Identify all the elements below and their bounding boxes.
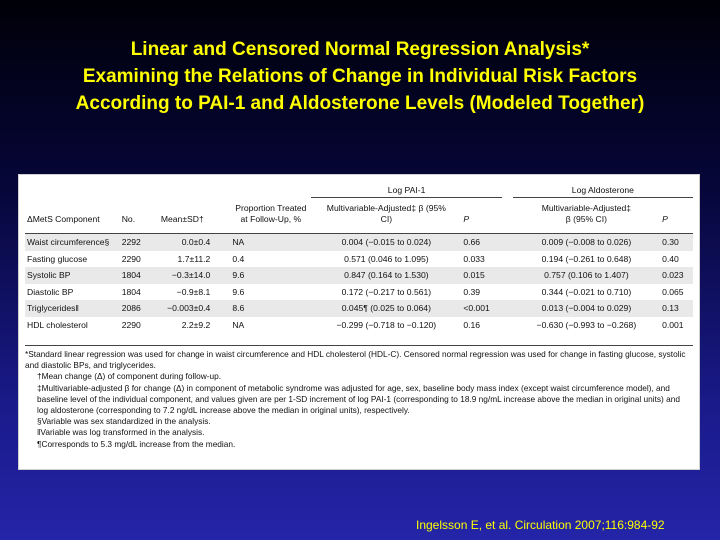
cell-pai-p: 0.16 <box>463 319 481 330</box>
cell-aldo-beta: 0.344 (−0.021 to 0.710) <box>541 286 632 297</box>
cell-aldo-beta: 0.013 (−0.004 to 0.029) <box>513 300 660 317</box>
cell-pai-beta: 0.172 (−0.217 to 0.561) <box>341 286 432 297</box>
cell-pai-beta: 0.571 (0.046 to 1.095) <box>344 253 429 264</box>
cell-mean: 1.7±11.2 <box>177 253 211 264</box>
col-header-aldo-beta: Multivariable-Adjusted‡ β (95% CI) <box>541 203 632 224</box>
table-row <box>25 234 693 251</box>
group-header-pai: Log PAI-1 <box>311 177 501 198</box>
column-header-row <box>25 198 693 234</box>
cell-aldo-p: 0.001 <box>662 319 684 330</box>
cell-proportion: NA <box>220 234 311 251</box>
citation: Ingelsson E, et al. Circulation 2007;116:984-92 <box>416 518 665 532</box>
group-header-row <box>25 177 693 198</box>
cell-no: 2290 <box>121 319 141 330</box>
cell-pai-beta: −0.299 (−0.718 to −0.120) <box>336 319 437 330</box>
table-row <box>25 300 693 317</box>
cell-component: Fasting glucose <box>27 253 88 264</box>
cell-mean: −0.3±14.0 <box>152 267 220 284</box>
footnote-sex-standardized: §Variable was sex standardized in the analysis. <box>37 416 211 427</box>
regression-table-panel <box>18 174 700 470</box>
cell-pai-p: 0.015 <box>461 267 501 284</box>
title-line-1: Linear and Censored Normal Regression Analysis* <box>130 39 590 60</box>
cell-pai-p: 0.033 <box>463 253 485 264</box>
footnote-mean-change: †Mean change (Δ) of component during follow-up. <box>37 371 222 382</box>
cell-aldo-p: 0.023 <box>660 267 693 284</box>
cell-component: Waist circumference§ <box>25 234 120 251</box>
table-row <box>25 317 693 334</box>
footnote-standard-regression: *Standard linear regression was used for change in waist circumference and HDL cholesterol (HDL-C). Censored normal regression was used for change in fasting glucose, systolic and diastolic BPs, and triglycerides. <box>25 349 686 371</box>
col-header-pai-beta: Multivariable-Adjusted‡ β (95% CI) <box>326 203 446 224</box>
col-header-no: No. <box>121 213 136 224</box>
title-line-2: Examining the Relations of Change in Individual Risk Factors <box>82 66 638 87</box>
footnote-multivariable-adjusted: ‡Multivariable-adjusted β for change (Δ) in component of metabolic syndrome was adjusted for age, sex, baseline body mass index (except waist circumference model), and baseline level of the individual component, and values given are per 1-SD increment of log PAI-1 (corresponding to 18.9 ng/mL increase above the median in original units) and log aldosterone (corresponding to 7.2 ng/dL increase above the median in original units), respectively. <box>37 382 680 416</box>
cell-mean: −0.9±8.1 <box>176 286 211 297</box>
cell-aldo-p: 0.30 <box>660 234 693 251</box>
cell-no: 1804 <box>121 286 141 297</box>
cell-pai-p: 0.39 <box>463 286 481 297</box>
col-header-mean: Mean±SD† <box>160 213 204 224</box>
cell-mean: 2.2±9.2 <box>181 319 211 330</box>
cell-pai-p: <0.001 <box>461 300 501 317</box>
cell-mean: −0.003±0.4 <box>152 300 220 317</box>
cell-aldo-beta: 0.194 (−0.261 to 0.648) <box>541 253 632 264</box>
cell-aldo-beta: −0.630 (−0.993 to −0.268) <box>536 319 637 330</box>
col-header-pai-p: P <box>463 214 470 224</box>
cell-proportion: 0.4 <box>232 253 245 264</box>
footnote-log-transformed: ‖Variable was log transformed in the analysis. <box>37 427 205 438</box>
cell-aldo-beta: 0.757 (0.106 to 1.407) <box>513 267 660 284</box>
cell-no: 2086 <box>120 300 153 317</box>
cell-aldo-p: 0.065 <box>662 286 684 297</box>
table-footnotes <box>25 345 693 450</box>
cell-no: 1804 <box>120 267 153 284</box>
cell-proportion: NA <box>232 319 245 330</box>
cell-no: 2292 <box>120 234 153 251</box>
cell-pai-p: 0.66 <box>461 234 501 251</box>
cell-pai-beta: 0.045¶ (0.025 to 0.064) <box>311 300 461 317</box>
cell-proportion: 9.6 <box>232 286 245 297</box>
cell-proportion: 8.6 <box>220 300 311 317</box>
cell-component: Triglycerides‖ <box>25 300 120 317</box>
cell-no: 2290 <box>121 253 141 264</box>
cell-aldo-p: 0.13 <box>660 300 693 317</box>
cell-aldo-p: 0.40 <box>662 253 679 264</box>
cell-proportion: 9.6 <box>220 267 311 284</box>
col-header-component: ΔMetS Component <box>27 213 100 224</box>
cell-aldo-beta: 0.009 (−0.008 to 0.026) <box>513 234 660 251</box>
regression-table <box>25 177 693 333</box>
cell-component: Diastolic BP <box>27 286 74 297</box>
title-line-3: According to PAI-1 and Aldosterone Levels (Modeled Together) <box>75 93 645 114</box>
cell-component: Systolic BP <box>25 267 120 284</box>
footnote-corresponds: ¶Corresponds to 5.3 mg/dL increase from the median. <box>37 438 236 449</box>
group-header-aldo: Log Aldosterone <box>513 177 693 198</box>
col-header-proportion: Proportion Treated at Follow-Up, % <box>235 202 307 224</box>
table-row <box>25 251 693 268</box>
cell-pai-beta: 0.004 (−0.015 to 0.024) <box>311 234 461 251</box>
slide-title <box>0 36 720 117</box>
table-row <box>25 284 693 301</box>
cell-pai-beta: 0.847 (0.164 to 1.530) <box>311 267 461 284</box>
cell-component: HDL cholesterol <box>27 319 88 330</box>
cell-mean: 0.0±0.4 <box>152 234 220 251</box>
table-row <box>25 267 693 284</box>
col-header-aldo-p: P <box>662 214 668 224</box>
